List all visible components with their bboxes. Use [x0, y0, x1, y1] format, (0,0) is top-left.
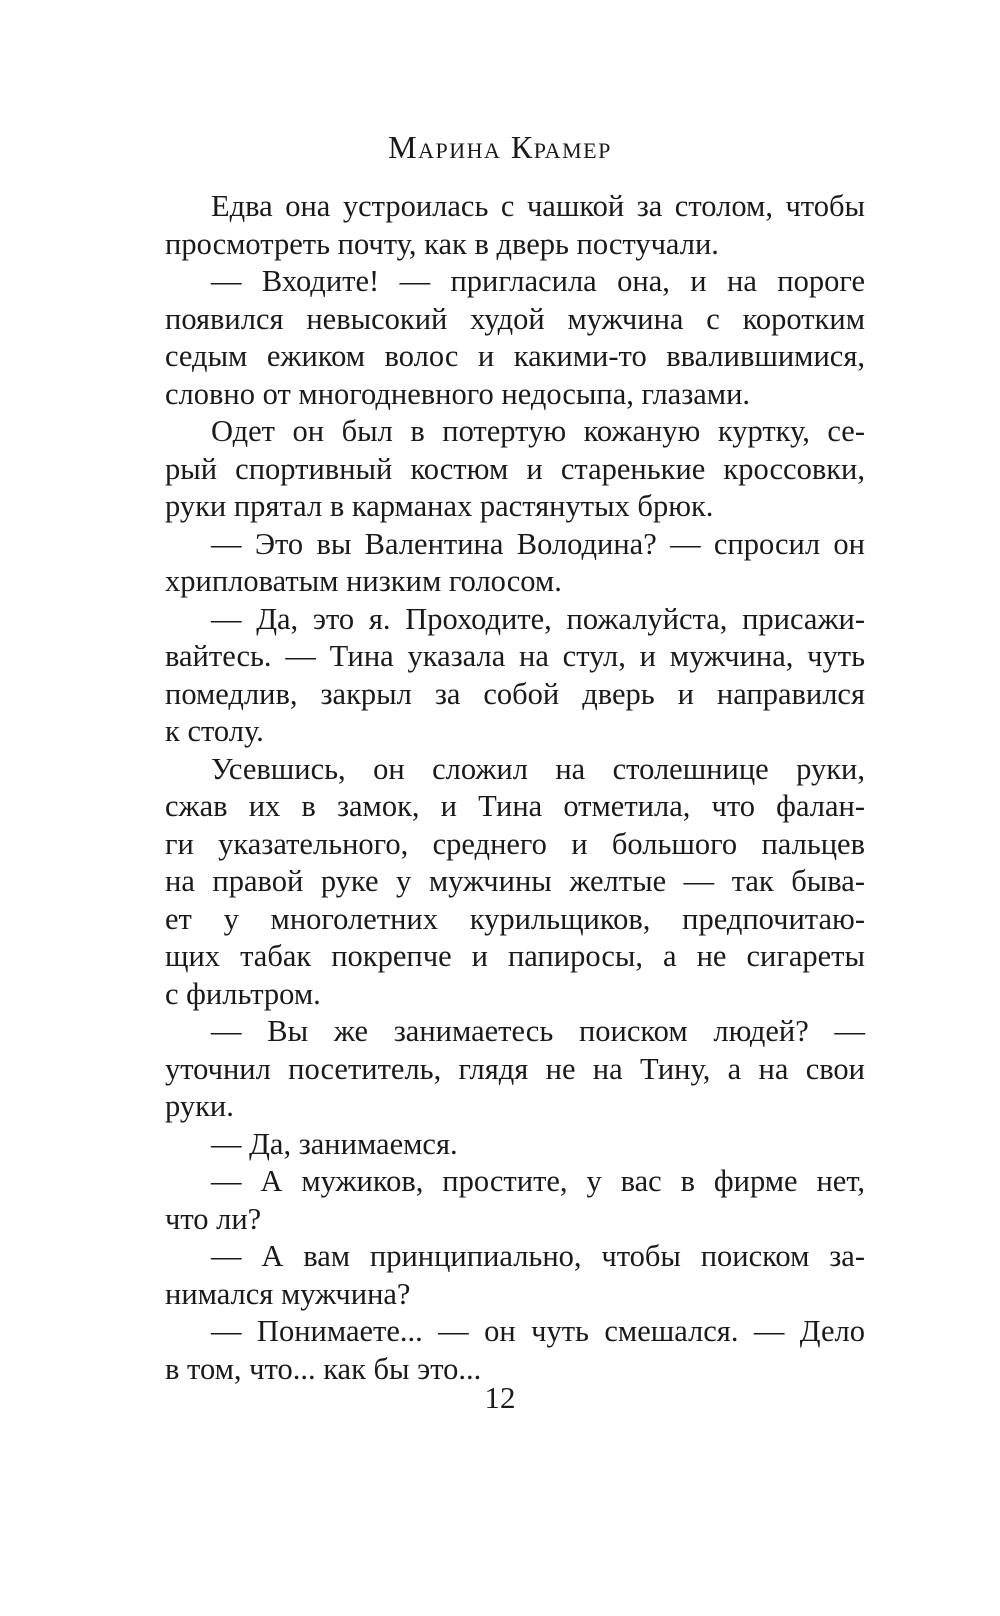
text-line: руки прятал в карманах растянутых брюк. [165, 489, 714, 523]
text-line: что ли? [165, 1201, 262, 1236]
text-line: ги указательного, среднего и большого пальцев [165, 826, 865, 861]
text-line: — А вам принципиально, чтобы поиском за- [211, 1239, 865, 1273]
text-line: с фильтром. [165, 976, 321, 1011]
running-head-author: Марина Крамер [388, 129, 612, 165]
text-line: рый спортивный костюм и старенькие кроссовки, [165, 451, 865, 486]
text-line: — Да, занимаемся. [211, 1126, 458, 1161]
text-line: щих табак покрепче и папиросы, а не сигареты [165, 939, 865, 973]
text-line: — Да, это я. Проходите, пожалуйста, присажи- [211, 601, 865, 636]
text-line: — А мужиков, простите, у вас в фирме нет, [211, 1164, 865, 1198]
text-line: нимался мужчина? [165, 1276, 411, 1311]
text-line: помедлив, закрыл за собой дверь и направился [165, 676, 865, 711]
text-line: словно от многодневного недосыпа, глазами. [165, 376, 751, 411]
text-line: Одет он был в потертую кожаную куртку, се- [211, 414, 865, 448]
text-line: появился невысокий худой мужчина с коротким [165, 301, 865, 336]
text-line: — Вы же занимаетесь поиском людей? — [211, 1014, 865, 1048]
text-line: просмотреть почту, как в дверь постучали. [165, 226, 719, 261]
text-line: на правой руке у мужчины желтые — так быва- [165, 864, 865, 898]
text-line: ет у многолетних курильщиков, предпочитаю- [165, 901, 865, 936]
text-line: к столу. [165, 714, 264, 748]
body-text [165, 188, 865, 1388]
text-line: вайтесь. — Тина указала на стул, и мужчина, чуть [165, 639, 865, 673]
text-line: в том, что... как бы это... [165, 1351, 482, 1386]
text-line: руки. [165, 1089, 234, 1123]
text-line: хрипловатым низким голосом. [165, 564, 562, 598]
text-line: уточнил посетитель, глядя не на Тину, а на свои [165, 1051, 865, 1086]
text-line: сжав их в замок, и Тина отметила, что фалан- [165, 789, 865, 823]
text-line: седым ежиком волос и какими-то ввалившимися, [165, 339, 865, 373]
page-number: 12 [484, 1380, 516, 1415]
text-line: Едва она устроилась с чашкой за столом, чтобы [211, 189, 865, 223]
text-line: Усевшись, он сложил на столешнице руки, [211, 751, 865, 786]
text-line: — Входите! — пригласила она, и на пороге [211, 264, 865, 298]
text-line: — Понимаете... — он чуть смешался. — Дело [211, 1314, 865, 1348]
text-line: — Это вы Валентина Володина? — спросил он [211, 526, 865, 561]
